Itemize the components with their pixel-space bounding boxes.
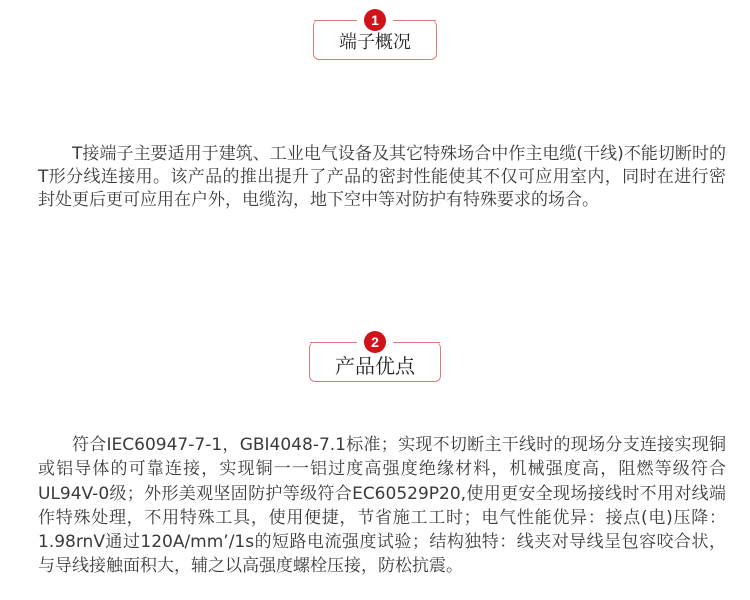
section-title: 产品优点	[335, 354, 415, 378]
section-title: 端子概况	[339, 32, 411, 53]
section-header-advantages	[309, 334, 441, 382]
header-frame	[313, 12, 437, 60]
section-number-badge: 1	[364, 9, 386, 31]
advantages-paragraph: 符合IEC60947-7-1，GBI4048-7.1标准；实现不切断主干线时的现场分支连接实现铜或铝导体的可靠连接，实现铜一一铝过度高强度绝缘材料，机械强度高，阻燃等级符合UL94V-0级；外形美观坚固防护等级符合EC60529P20,使用更安全现场接线时不用对线端作特殊处理，不用特殊工具，使用便捷，节省施工工时；电气性能优异：接点(电)压降：1.98rnV通过120A/mm’/1s的短路电流强度试验；结构独特：线夹对导线呈包容咬合状，与导线接触面积大，辅之以高强度螺栓压接，防松抗震。	[38, 435, 726, 577]
overview-paragraph: T接端子主要适用于建筑、工业电气设备及其它特殊场合中作主电缆(干线)不能切断时的T形分线连接用。该产品的推出提升了产品的密封性能使其不仅可应用室内，同时在进行密封处更后更可应用在户外，电缆沟，地下空中等对防护有特殊要求的场合。	[38, 144, 726, 210]
header-frame	[309, 334, 441, 382]
section-number-badge: 2	[364, 331, 386, 353]
section-header-overview	[313, 12, 437, 60]
